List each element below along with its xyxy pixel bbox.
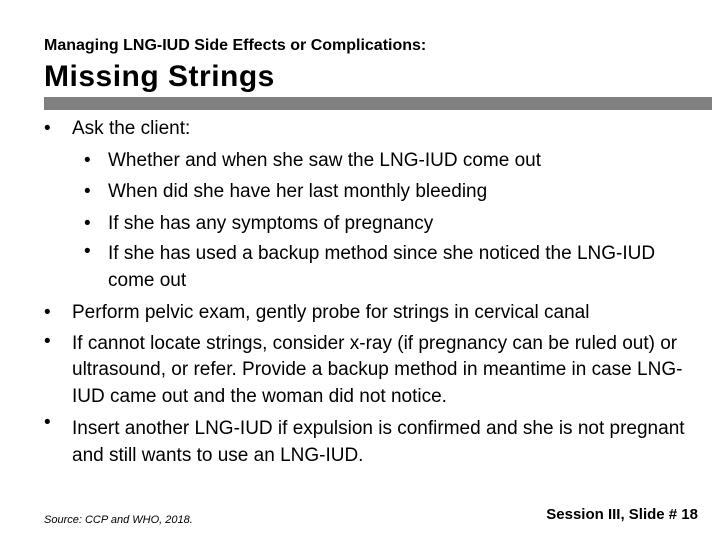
bullet-list	[44, 113, 694, 469]
bullet-icon: •	[44, 118, 51, 139]
sub-bullet-text: If she has used a backup method since she noticed the LNG-IUD come out	[108, 243, 656, 291]
sub-bullet-text: When did she have her last monthly bleeding	[108, 181, 488, 202]
bullet-pelvic-exam	[44, 297, 694, 329]
bullet-locate-strings	[44, 329, 694, 411]
slide-title: Missing Strings	[44, 60, 275, 93]
bullet-icon: •	[44, 330, 51, 352]
bullet-ask-client	[44, 113, 694, 145]
bullet-insert-another	[44, 410, 694, 469]
sub-bullet	[44, 145, 694, 177]
bullet-icon: •	[84, 241, 91, 262]
sub-bullet	[44, 176, 694, 208]
bullet-icon: •	[84, 212, 91, 234]
sub-bullet-text: If she has any symptoms of pregnancy	[108, 212, 434, 234]
bullet-icon: •	[44, 412, 51, 433]
title-divider	[44, 97, 712, 110]
bullet-text: Perform pelvic exam, gently probe for strings in cervical canal	[72, 302, 590, 323]
slide-subtitle: Managing LNG-IUD Side Effects or Complications:	[44, 37, 427, 54]
bullet-icon: •	[44, 302, 51, 323]
bullet-icon: •	[84, 149, 91, 171]
sub-bullet-text: Whether and when she saw the LNG-IUD come out	[108, 149, 541, 171]
bullet-text: Insert another LNG-IUD if expulsion is confirmed and she is not pregnant and still wants to use an LNG-IUD.	[72, 418, 685, 466]
slide-number: Session III, Slide # 18	[546, 506, 698, 523]
bullet-text: If cannot locate strings, consider x-ray (if pregnancy can be ruled out) or ultrasound, or refer. Provide a backup method in meantime in case LNG-IUD came out and the woman did not notice.	[72, 332, 683, 407]
source-citation: Source: CCP and WHO, 2018.	[44, 514, 193, 526]
sub-bullet	[44, 208, 694, 240]
bullet-icon: •	[84, 181, 91, 202]
sub-bullet	[44, 239, 694, 294]
bullet-text: Ask the client:	[72, 118, 191, 139]
